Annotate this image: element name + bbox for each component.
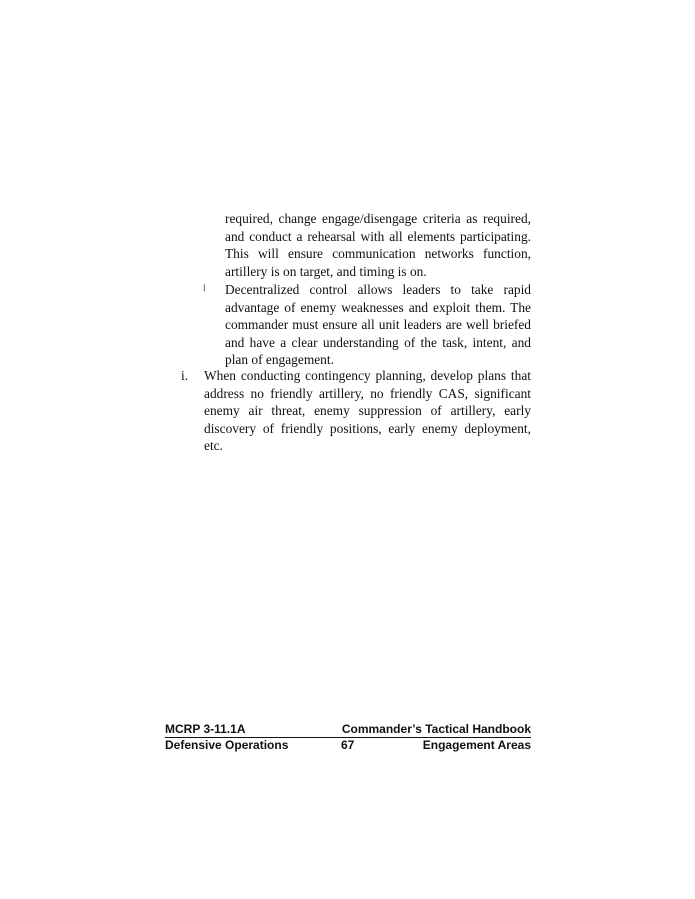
- footer-publication: MCRP 3-11.1A: [165, 722, 246, 736]
- item-i-paragraph: When conducting contingency planning, develop plans that address no friendly artillery, no friendly CAS, significant enemy air threat, enemy suppression of artillery, early discovery of friendly positions, early enemy deployment, etc.: [204, 368, 531, 454]
- continued-paragraph: required, change engage/disengage criteria as required, and conduct a rehearsal with all elements participating. This will ensure communication networks function, artillery is on target, and timing is on.: [225, 211, 531, 279]
- footer-topic: Engagement Areas: [422, 738, 531, 752]
- item-i-label: i.: [181, 368, 189, 383]
- footer-page-number: 67: [341, 738, 355, 752]
- bullet-marker: l: [203, 283, 206, 293]
- footer-handbook-title: Commander’s Tactical Handbook: [341, 722, 531, 736]
- footer-top-row: [165, 722, 531, 738]
- footer-section: Defensive Operations: [165, 738, 289, 752]
- footer-bottom-row: [165, 738, 531, 752]
- bullet-paragraph: Decentralized control allows leaders to take rapid advantage of enemy weaknesses and exploit them. The commander must ensure all unit leaders are well briefed and have a clear understanding of the task, intent, and plan of engagement.: [225, 282, 531, 368]
